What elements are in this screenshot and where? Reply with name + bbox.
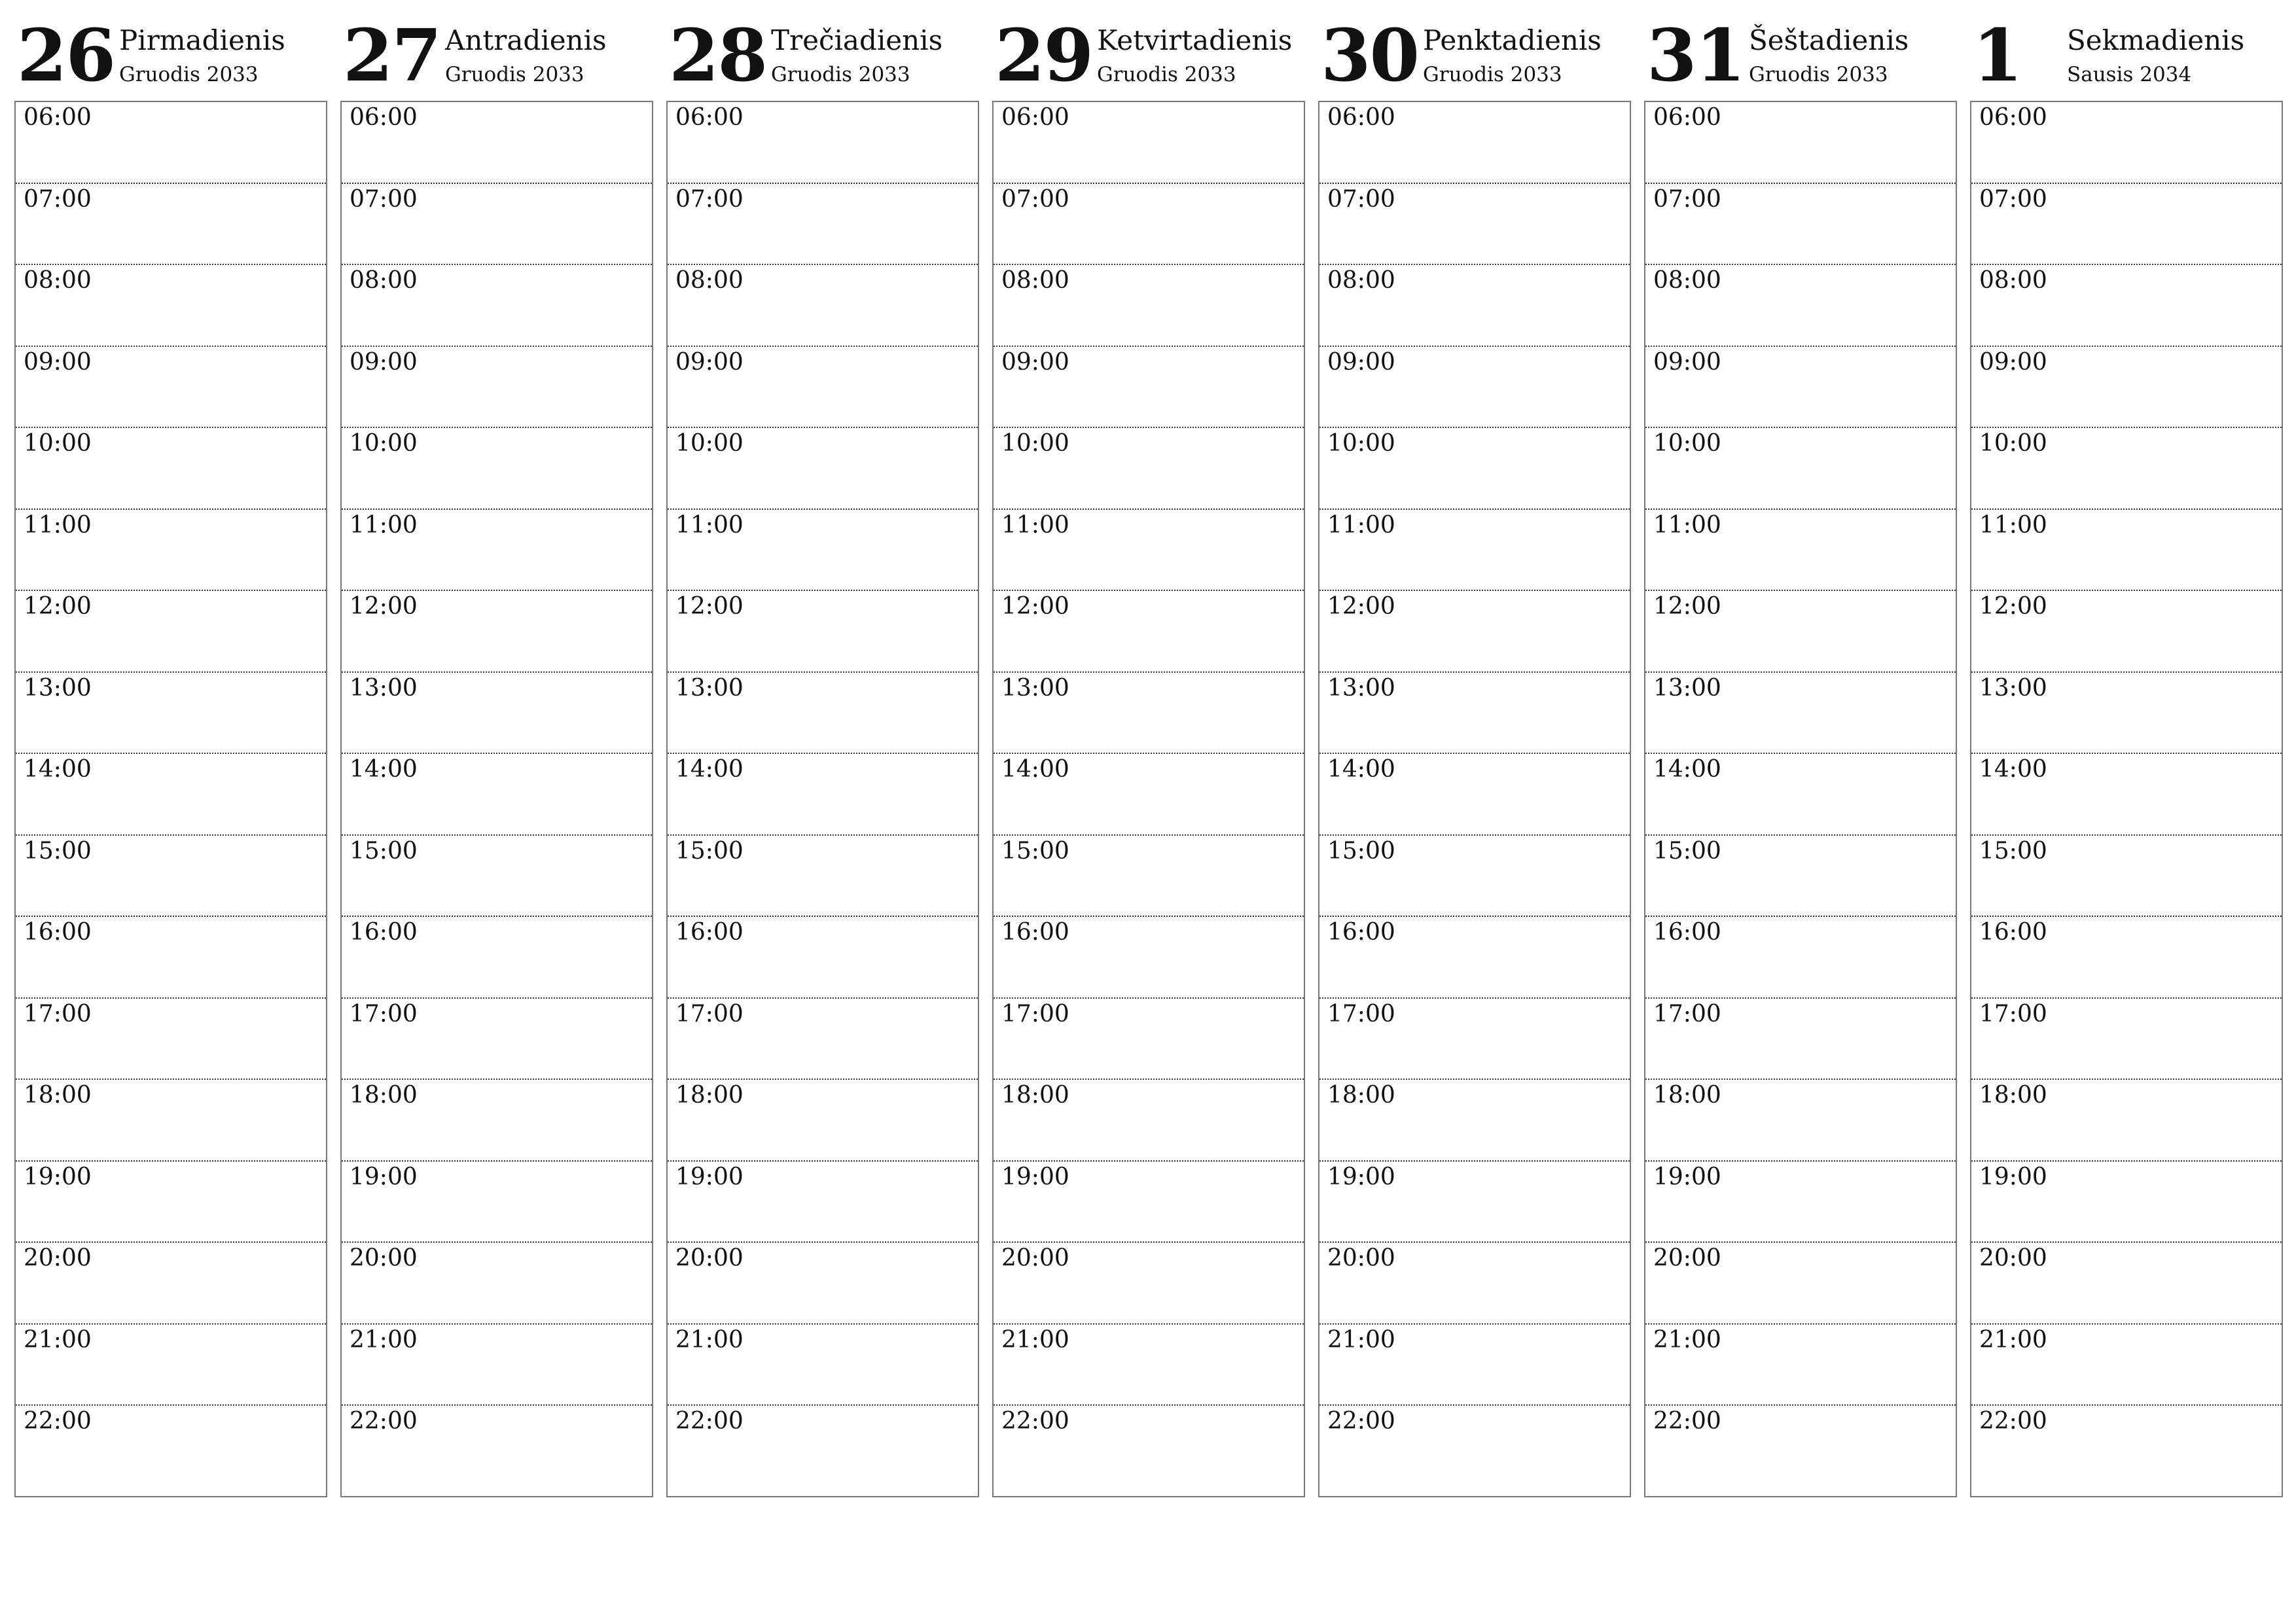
month-year: Gruodis 2033 [119,63,259,86]
hour-label: 10:00 [350,430,418,457]
schedule-box[interactable] [340,101,653,1497]
hour-label: 12:00 [24,593,92,620]
hour-slot[interactable] [994,754,1304,836]
hour-slot[interactable] [994,1406,1304,1488]
hour-label: 10:00 [1001,430,1069,457]
hour-slot[interactable] [994,1325,1304,1406]
hour-slot[interactable] [668,1162,978,1243]
hour-label: 20:00 [675,1245,744,1272]
hour-label: 20:00 [24,1245,92,1272]
hour-label: 20:00 [1979,1245,2047,1272]
hour-slot[interactable] [1971,591,2282,673]
day-number: 26 [17,13,115,98]
hour-label: 22:00 [1653,1408,1721,1435]
hour-label: 12:00 [1001,593,1069,620]
hour-slot[interactable] [1319,428,1630,510]
hour-slot[interactable] [1645,1080,1956,1162]
hour-label: 06:00 [1653,104,1721,131]
hour-slot[interactable] [16,510,326,592]
hour-slot[interactable] [16,999,326,1080]
hour-label: 19:00 [24,1163,92,1190]
hour-slot[interactable] [1319,347,1630,429]
hour-label: 13:00 [675,674,744,702]
hour-slot[interactable] [1971,347,2282,429]
hour-slot[interactable] [1645,184,1956,266]
hour-slot[interactable] [342,184,652,266]
weekday-name: Sekmadienis [2067,24,2245,56]
hour-label: 16:00 [1653,919,1721,946]
hour-label: 14:00 [1653,756,1721,783]
hour-slot[interactable] [1319,917,1630,999]
hour-slot[interactable] [1645,1243,1956,1325]
weekday-name: Trečiadienis [771,24,943,56]
hour-slot[interactable] [1319,673,1630,755]
schedule-box[interactable] [666,101,979,1497]
hour-slot[interactable] [994,591,1304,673]
hour-label: 07:00 [675,185,744,213]
hour-label: 07:00 [1979,185,2047,213]
day-header [1970,13,2283,101]
hour-label: 10:00 [1653,430,1721,457]
day-header [1644,13,1957,101]
day-header [666,13,979,101]
hour-slot[interactable] [1319,1406,1630,1488]
weekday-name: Šeštadienis [1749,24,1909,56]
hour-label: 13:00 [1979,674,2047,702]
hour-label: 22:00 [24,1408,92,1435]
hour-label: 19:00 [350,1163,418,1190]
hour-slot[interactable] [994,102,1304,184]
hour-slot[interactable] [342,917,652,999]
hour-label: 07:00 [1653,185,1721,213]
hour-label: 18:00 [24,1082,92,1109]
hour-slot[interactable] [1645,265,1956,347]
hour-label: 10:00 [24,430,92,457]
hour-slot[interactable] [1971,1243,2282,1325]
hour-slot[interactable] [994,999,1304,1080]
hour-label: 17:00 [675,1000,744,1027]
hour-label: 21:00 [24,1326,92,1353]
hour-label: 07:00 [1327,185,1395,213]
hour-label: 12:00 [1327,593,1395,620]
hour-label: 12:00 [1979,593,2047,620]
hour-slot[interactable] [342,510,652,592]
day-number: 27 [343,13,441,98]
hour-label: 16:00 [1979,919,2047,946]
hour-slot[interactable] [342,836,652,918]
hour-label: 18:00 [1327,1082,1395,1109]
hour-label: 15:00 [1327,837,1395,865]
day-column [992,13,1305,1435]
hour-label: 15:00 [1979,837,2047,865]
hour-slot[interactable] [16,1325,326,1406]
hour-label: 06:00 [350,104,418,131]
month-year: Gruodis 2033 [771,63,910,86]
hour-slot[interactable] [668,1406,978,1488]
hour-label: 19:00 [1979,1163,2047,1190]
hour-slot[interactable] [342,1162,652,1243]
hour-label: 15:00 [24,837,92,865]
hour-label: 07:00 [350,185,418,213]
hour-slot[interactable] [16,754,326,836]
hour-label: 14:00 [1001,756,1069,783]
hour-label: 17:00 [350,1000,418,1027]
hour-label: 10:00 [1979,430,2047,457]
hour-slot[interactable] [342,673,652,755]
day-header [340,13,653,101]
hour-label: 14:00 [24,756,92,783]
day-number: 1 [1973,13,2022,98]
hour-slot[interactable] [1971,1080,2282,1162]
hour-label: 13:00 [24,674,92,702]
hour-slot[interactable] [1645,102,1956,184]
hour-slot[interactable] [1971,673,2282,755]
hour-label: 21:00 [675,1326,744,1353]
hour-label: 18:00 [675,1082,744,1109]
hour-label: 08:00 [1001,267,1069,294]
hour-slot[interactable] [994,917,1304,999]
hour-slot[interactable] [994,347,1304,429]
hour-slot[interactable] [994,184,1304,266]
hour-slot[interactable] [16,1162,326,1243]
hour-label: 19:00 [1327,1163,1395,1190]
hour-label: 18:00 [350,1082,418,1109]
hour-slot[interactable] [342,999,652,1080]
hour-slot[interactable] [1645,1325,1956,1406]
hour-label: 06:00 [1327,104,1395,131]
hour-slot[interactable] [16,591,326,673]
hour-label: 21:00 [1653,1326,1721,1353]
hour-slot[interactable] [342,591,652,673]
hour-label: 08:00 [1979,267,2047,294]
month-year: Gruodis 2033 [1423,63,1562,86]
hour-label: 20:00 [350,1245,418,1272]
hour-slot[interactable] [994,1080,1304,1162]
hour-slot[interactable] [668,754,978,836]
hour-label: 19:00 [1653,1163,1721,1190]
hour-label: 12:00 [1653,593,1721,620]
hour-label: 09:00 [24,348,92,376]
hour-label: 21:00 [1979,1326,2047,1353]
hour-label: 16:00 [350,919,418,946]
hour-slot[interactable] [1971,1406,2282,1488]
hour-label: 17:00 [1327,1000,1395,1027]
hour-slot[interactable] [16,1406,326,1488]
hour-slot[interactable] [342,1243,652,1325]
hour-label: 14:00 [1979,756,2047,783]
hour-slot[interactable] [1971,1162,2282,1243]
hour-label: 14:00 [1327,756,1395,783]
hour-label: 06:00 [1979,104,2047,131]
hour-label: 09:00 [350,348,418,376]
day-number: 30 [1321,13,1419,98]
weekday-name: Pirmadienis [119,24,285,56]
hour-label: 09:00 [675,348,744,376]
hour-slot[interactable] [342,1080,652,1162]
hour-slot[interactable] [16,917,326,999]
hour-slot[interactable] [16,1243,326,1325]
day-header [14,13,327,101]
hour-slot[interactable] [1645,917,1956,999]
hour-label: 15:00 [1001,837,1069,865]
hour-slot[interactable] [994,265,1304,347]
hour-slot[interactable] [342,347,652,429]
hour-slot[interactable] [994,1162,1304,1243]
hour-label: 16:00 [1001,919,1069,946]
hour-slot[interactable] [1645,1162,1956,1243]
hour-slot[interactable] [1319,1162,1630,1243]
hour-label: 09:00 [1979,348,2047,376]
schedule-box[interactable] [1970,101,2283,1497]
hour-slot[interactable] [342,1406,652,1488]
hour-slot[interactable] [1319,1325,1630,1406]
hour-slot[interactable] [668,1080,978,1162]
day-column [1644,13,1957,1435]
hour-slot[interactable] [1645,428,1956,510]
hour-slot[interactable] [668,917,978,999]
month-year: Gruodis 2033 [445,63,584,86]
hour-label: 11:00 [1001,511,1069,539]
hour-slot[interactable] [668,347,978,429]
hour-label: 21:00 [1001,1326,1069,1353]
day-column [14,13,327,1435]
hour-slot[interactable] [1319,184,1630,266]
hour-label: 08:00 [24,267,92,294]
hour-slot[interactable] [1319,754,1630,836]
hour-label: 16:00 [1327,919,1395,946]
month-year: Gruodis 2033 [1097,63,1236,86]
day-column [340,13,653,1435]
hour-slot[interactable] [1645,591,1956,673]
hour-slot[interactable] [1971,836,2282,918]
hour-label: 10:00 [1327,430,1395,457]
hour-slot[interactable] [1319,510,1630,592]
hour-label: 18:00 [1653,1082,1721,1109]
hour-slot[interactable] [1971,102,2282,184]
hour-slot[interactable] [1319,836,1630,918]
hour-label: 09:00 [1653,348,1721,376]
hour-label: 14:00 [350,756,418,783]
schedule-box[interactable] [1644,101,1957,1497]
hour-label: 21:00 [350,1326,418,1353]
hour-label: 11:00 [1979,511,2047,539]
hour-label: 18:00 [1001,1082,1069,1109]
hour-label: 08:00 [1653,267,1721,294]
hour-label: 06:00 [675,104,744,131]
weekday-name: Antradienis [445,24,607,56]
hour-slot[interactable] [1971,1325,2282,1406]
hour-label: 22:00 [350,1408,418,1435]
hour-label: 17:00 [1653,1000,1721,1027]
hour-slot[interactable] [1645,836,1956,918]
day-column [1318,13,1631,1435]
hour-slot[interactable] [1971,510,2282,592]
hour-label: 17:00 [24,1000,92,1027]
hour-label: 15:00 [350,837,418,865]
hour-slot[interactable] [16,1080,326,1162]
day-column [1970,13,2283,1435]
hour-slot[interactable] [994,510,1304,592]
hour-slot[interactable] [668,510,978,592]
hour-label: 13:00 [1653,674,1721,702]
hour-slot[interactable] [1319,102,1630,184]
hour-label: 11:00 [1327,511,1395,539]
day-number: 28 [669,13,767,98]
hour-label: 11:00 [675,511,744,539]
hour-slot[interactable] [1319,999,1630,1080]
hour-slot[interactable] [1645,999,1956,1080]
hour-label: 16:00 [675,919,744,946]
hour-slot[interactable] [668,591,978,673]
hour-label: 12:00 [675,593,744,620]
hour-label: 17:00 [1979,1000,2047,1027]
hour-slot[interactable] [1645,673,1956,755]
hour-label: 09:00 [1327,348,1395,376]
hour-label: 11:00 [24,511,92,539]
hour-slot[interactable] [668,1325,978,1406]
hour-slot[interactable] [668,999,978,1080]
hour-slot[interactable] [994,428,1304,510]
hour-label: 15:00 [1653,837,1721,865]
hour-slot[interactable] [1645,1406,1956,1488]
hour-slot[interactable] [1645,347,1956,429]
month-year: Gruodis 2033 [1749,63,1888,86]
hour-label: 21:00 [1327,1326,1395,1353]
hour-slot[interactable] [1971,917,2282,999]
hour-slot[interactable] [668,102,978,184]
hour-label: 17:00 [1001,1000,1069,1027]
day-number: 31 [1647,13,1745,98]
hour-slot[interactable] [1319,1243,1630,1325]
hour-slot[interactable] [1645,510,1956,592]
hour-slot[interactable] [994,836,1304,918]
hour-slot[interactable] [668,673,978,755]
hour-label: 07:00 [24,185,92,213]
hour-slot[interactable] [1971,999,2282,1080]
hour-slot[interactable] [1971,428,2282,510]
hour-label: 09:00 [1001,348,1069,376]
hour-label: 20:00 [1327,1245,1395,1272]
hour-label: 22:00 [1001,1408,1069,1435]
hour-label: 14:00 [675,756,744,783]
hour-slot[interactable] [668,836,978,918]
hour-slot[interactable] [342,1325,652,1406]
hour-label: 16:00 [24,919,92,946]
schedule-box[interactable] [992,101,1305,1497]
day-column [666,13,979,1435]
hour-slot[interactable] [994,673,1304,755]
hour-label: 11:00 [1653,511,1721,539]
hour-slot[interactable] [1971,265,2282,347]
hour-slot[interactable] [668,1243,978,1325]
month-year: Sausis 2034 [2067,63,2192,86]
hour-label: 13:00 [350,674,418,702]
hour-slot[interactable] [1971,184,2282,266]
day-header [1318,13,1631,101]
hour-slot[interactable] [342,428,652,510]
hour-label: 07:00 [1001,185,1069,213]
hour-label: 20:00 [1001,1245,1069,1272]
hour-label: 11:00 [350,511,418,539]
hour-slot[interactable] [1319,265,1630,347]
hour-slot[interactable] [16,673,326,755]
hour-slot[interactable] [16,184,326,266]
hour-label: 22:00 [1327,1408,1395,1435]
hour-slot[interactable] [16,102,326,184]
hour-slot[interactable] [1319,1080,1630,1162]
schedule-box[interactable] [14,101,327,1497]
hour-slot[interactable] [342,754,652,836]
hour-slot[interactable] [994,1243,1304,1325]
hour-slot[interactable] [668,428,978,510]
hour-slot[interactable] [1319,591,1630,673]
hour-label: 13:00 [1001,674,1069,702]
day-header [992,13,1305,101]
hour-label: 08:00 [675,267,744,294]
hour-label: 06:00 [24,104,92,131]
hour-label: 22:00 [675,1408,744,1435]
hour-label: 15:00 [675,837,744,865]
hour-slot[interactable] [16,265,326,347]
hour-label: 18:00 [1979,1082,2047,1109]
hour-label: 06:00 [1001,104,1069,131]
hour-label: 20:00 [1653,1245,1721,1272]
weekday-name: Penktadienis [1423,24,1602,56]
hour-slot[interactable] [342,102,652,184]
hour-label: 10:00 [675,430,744,457]
hour-label: 13:00 [1327,674,1395,702]
hour-label: 12:00 [350,593,418,620]
schedule-box[interactable] [1318,101,1631,1497]
hour-label: 08:00 [350,267,418,294]
hour-slot[interactable] [668,184,978,266]
hour-slot[interactable] [16,836,326,918]
hour-slot[interactable] [1971,754,2282,836]
hour-label: 19:00 [1001,1163,1069,1190]
hour-label: 19:00 [675,1163,744,1190]
day-number: 29 [995,13,1093,98]
hour-slot[interactable] [16,347,326,429]
hour-label: 08:00 [1327,267,1395,294]
hour-slot[interactable] [342,265,652,347]
hour-label: 22:00 [1979,1408,2047,1435]
hour-slot[interactable] [16,428,326,510]
hour-slot[interactable] [1645,754,1956,836]
weekday-name: Ketvirtadienis [1097,24,1293,56]
hour-slot[interactable] [668,265,978,347]
